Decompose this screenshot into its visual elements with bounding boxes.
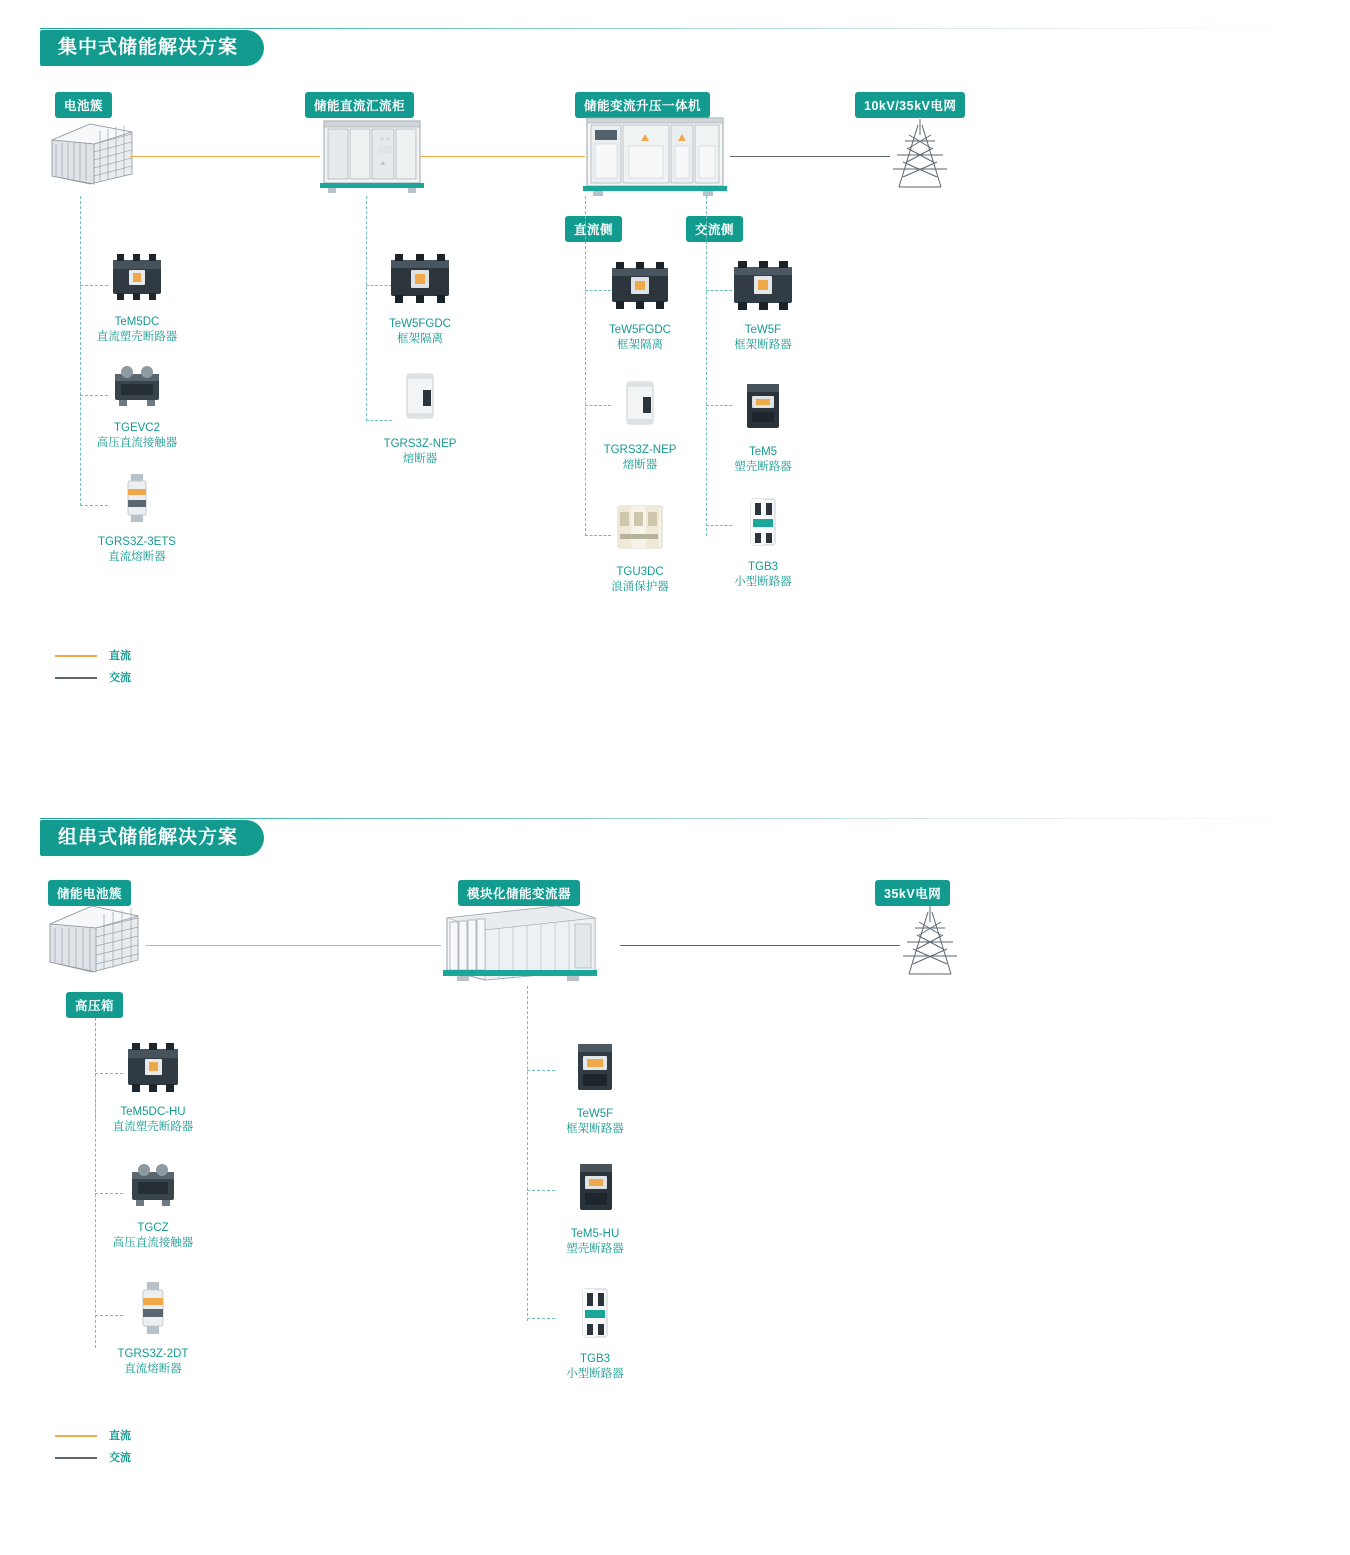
product-name: TeW5FGDC: [389, 318, 451, 330]
grid-pylon-graphic: [885, 115, 955, 190]
product-TeM5DC-HU: [78, 1040, 228, 1135]
legend-ac-label: 交流: [109, 672, 131, 684]
tag-dc-combiner: 储能直流汇流柜: [305, 92, 414, 118]
legend-ac-label: 交流: [109, 1452, 131, 1464]
cylinder-fuse-icon: [615, 378, 665, 432]
product-desc: 高压直流接触器: [112, 1237, 194, 1249]
legend-dc-label: 直流: [109, 1430, 131, 1442]
mccb-icon: [105, 252, 169, 304]
contactor-icon: [105, 362, 169, 410]
tag-grid: 10kV/35kV电网: [855, 92, 965, 118]
branch-line-battery: [80, 196, 81, 506]
wire-dc-combiner-to-pcs: [420, 156, 585, 157]
tag-grid-2: 35kV电网: [875, 880, 950, 906]
product-desc: 直流熔断器: [124, 1363, 182, 1375]
tag-hv-box: 高压箱: [66, 992, 123, 1018]
tag-pcs: 储能变流升压一体机: [575, 92, 710, 118]
mccb-dark-icon: [566, 1158, 624, 1216]
product-TGRS3Z-2DT: [78, 1280, 228, 1377]
wire-ac-pcs-to-grid: [730, 156, 890, 157]
product-name: TeW5FGDC: [609, 324, 671, 336]
product-TeM5DC: [62, 252, 212, 345]
product-TGB3: [688, 495, 838, 590]
product-desc: 小型断路器: [734, 576, 792, 588]
product-name: TGB3: [579, 1353, 611, 1365]
section-title: 集中式储能解决方案: [40, 30, 264, 66]
product-TGB3-2: [520, 1285, 670, 1382]
header-rule: [40, 28, 1310, 29]
spd-icon: [610, 500, 670, 554]
product-TGRS3Z-3ETS: [62, 472, 212, 565]
product-name: TeW5F: [576, 1108, 614, 1120]
legend-dc-label: 直流: [109, 650, 131, 662]
product-name: TGRS3Z-2DT: [117, 1348, 189, 1360]
product-name: TeM5: [748, 446, 778, 458]
product-name: TGB3: [747, 561, 779, 573]
product-name: TGU3DC: [616, 566, 664, 578]
legend-row-dc-2: [55, 1425, 131, 1447]
grid-pylon-graphic-2: [895, 902, 965, 977]
product-name: TGRS3Z-NEP: [383, 438, 457, 450]
product-name: TGRS3Z-3ETS: [98, 536, 176, 548]
section-header: [0, 0, 1350, 58]
section-string: [0, 790, 1350, 1464]
fuse-icon: [115, 472, 159, 524]
product-TeM5-HU: [520, 1158, 670, 1257]
tag-modular-pcs: 模块化储能变流器: [458, 880, 580, 906]
product-name: TGRS3Z-NEP: [603, 444, 677, 456]
wire-dc-battery-to-pcs-2: [146, 945, 441, 946]
product-desc: 框架隔离: [397, 333, 443, 345]
contactor-icon: [122, 1160, 184, 1210]
section-title-2: 组串式储能解决方案: [40, 820, 264, 856]
fuse-icon: [130, 1280, 176, 1336]
product-TGCZ: [78, 1160, 228, 1251]
product-desc: 直流塑壳断路器: [112, 1121, 194, 1133]
product-name: TeM5DC: [114, 316, 160, 328]
product-TeM5: [688, 378, 838, 475]
wire-ac-pcs-to-grid-2: [620, 945, 900, 946]
product-name: TeM5-HU: [570, 1228, 620, 1240]
legend-section2: [55, 1425, 131, 1469]
mcb-icon: [739, 495, 787, 549]
product-name: TeM5DC-HU: [120, 1106, 186, 1118]
product-desc: 直流塑壳断路器: [96, 331, 178, 343]
product-desc: 小型断路器: [566, 1368, 624, 1380]
modular-pcs-graphic: [437, 898, 602, 988]
acb-icon: [385, 250, 455, 306]
product-desc: 塑壳断路器: [734, 461, 792, 473]
battery-cluster-graphic: [44, 118, 140, 190]
header-rule-2: [40, 818, 1310, 819]
product-desc: 熔断器: [622, 459, 658, 471]
tag-battery-cluster-2: 储能电池簇: [48, 880, 131, 906]
battery-cluster-graphic-2: [42, 900, 146, 980]
product-name: TGEVC2: [113, 422, 160, 434]
section-centralized: [0, 0, 1350, 684]
tag-battery-cluster: 电池簇: [55, 92, 112, 118]
branch-line-dc-side: [585, 196, 586, 536]
tag-dc-side: 直流侧: [565, 216, 622, 242]
product-desc: 高压直流接触器: [96, 437, 178, 449]
product-TeW5F-2: [520, 1038, 670, 1137]
mcb-icon: [571, 1285, 619, 1341]
cylinder-fuse-icon: [395, 370, 445, 426]
branch-line-pcs-2: [527, 986, 528, 1321]
legend-section1: [55, 645, 131, 689]
product-desc: 熔断器: [402, 453, 438, 465]
product-TeW5F-ac: [688, 258, 838, 353]
product-desc: 框架隔离: [617, 339, 663, 351]
tag-ac-side: 交流侧: [686, 216, 743, 242]
acb-dark-icon: [564, 1038, 626, 1096]
svg-text:▲: ▲: [379, 160, 387, 167]
product-desc: 框架断路器: [734, 339, 792, 351]
wire-dc-battery-to-combiner: [130, 156, 320, 157]
product-TeW5FGDC-combiner: [345, 250, 495, 347]
legend-ac-swatch: [55, 677, 97, 679]
legend-row-ac: [55, 667, 131, 689]
product-desc: 塑壳断路器: [566, 1243, 624, 1255]
mccb-dark-icon: [735, 378, 791, 434]
legend-ac-swatch: [55, 1457, 97, 1459]
mccb-icon: [120, 1040, 186, 1094]
legend-dc-swatch: [55, 655, 97, 657]
acb-dark-icon: [728, 258, 798, 312]
product-desc: 直流熔断器: [108, 551, 166, 563]
product-name: TGCZ: [137, 1222, 169, 1234]
product-TGEVC2: [62, 362, 212, 451]
pcs-graphic: [583, 112, 728, 197]
legend-dc-swatch: [55, 1435, 97, 1437]
section-header-2: [0, 790, 1350, 848]
acb-icon: [606, 258, 674, 312]
dc-combiner-graphic: [318, 115, 428, 195]
product-name: TeW5F: [744, 324, 782, 336]
product-desc: 浪涌保护器: [611, 581, 669, 593]
legend-row-ac-2: [55, 1447, 131, 1469]
product-desc: 框架断路器: [566, 1123, 624, 1135]
branch-line-ac-side: [706, 196, 707, 536]
product-TGRS3Z-NEP-combiner: [345, 370, 495, 467]
legend-row-dc: [55, 645, 131, 667]
